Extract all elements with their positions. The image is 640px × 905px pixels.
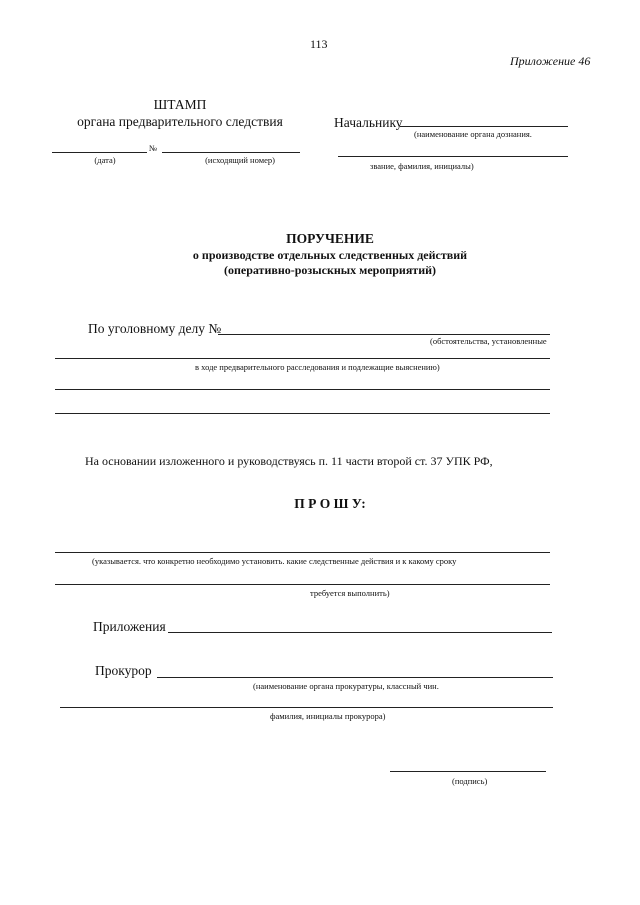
signature-caption: (подпись) (452, 776, 488, 786)
page-number: 113 (310, 37, 328, 51)
prosecutor-label: Прокурор (95, 663, 152, 678)
prosecutor-line-2 (60, 707, 553, 708)
attachments-label: Приложения (93, 619, 166, 634)
document-subtitle-2: (оперативно-розыскных мероприятий) (223, 263, 437, 277)
stamp-title: ШТАМП (153, 97, 207, 112)
addressee-org-caption: (наименование органа дознания. (414, 129, 532, 139)
addressee-label: Начальнику (334, 115, 403, 130)
request-line-2 (55, 584, 550, 585)
basis-text: На основании изложенного и руководствуясь п. 11 части второй ст. 37 УПК РФ, (85, 454, 493, 468)
request-heading: П Р О Ш У: (294, 496, 366, 511)
stamp-subtitle: органа предварительного следствия (77, 114, 283, 129)
addressee-person-line (338, 156, 568, 157)
date-caption: (дата) (94, 155, 116, 165)
document-subtitle-1: о производстве отдельных следственных действий (192, 248, 468, 262)
request-caption-1: (указывается. что конкретно необходимо установить. какие следственные действия и к какому сроку (92, 556, 457, 566)
outgoing-number-caption: (исходящий номер) (205, 155, 275, 165)
addressee-person-caption: звание, фамилия, инициалы) (370, 161, 474, 171)
case-line-2 (55, 358, 550, 359)
appendix-label: Приложение 46 (510, 54, 591, 68)
prosecutor-caption-2: фамилия, инициалы прокурора) (270, 711, 386, 721)
outgoing-number-line (162, 152, 300, 153)
case-label: По уголовному делу № (88, 321, 222, 336)
addressee-org-line (400, 126, 568, 127)
attachments-line (168, 632, 552, 633)
case-line-4 (55, 413, 550, 414)
signature-line (390, 771, 546, 772)
number-sign: № (149, 143, 158, 153)
case-caption-1: (обстоятельства, установленные (430, 336, 547, 346)
request-caption-2: требуется выполнить) (310, 588, 390, 598)
document-title: ПОРУЧЕНИЕ (286, 231, 374, 246)
case-number-line (218, 334, 550, 335)
prosecutor-line-1 (157, 677, 553, 678)
prosecutor-caption-1: (наименование органа прокуратуры, классный чин. (253, 681, 439, 691)
case-line-3 (55, 389, 550, 390)
request-line-1 (55, 552, 550, 553)
date-line (52, 152, 147, 153)
case-caption-2: в ходе предварительного расследования и подлежащие выяснению) (195, 362, 440, 372)
